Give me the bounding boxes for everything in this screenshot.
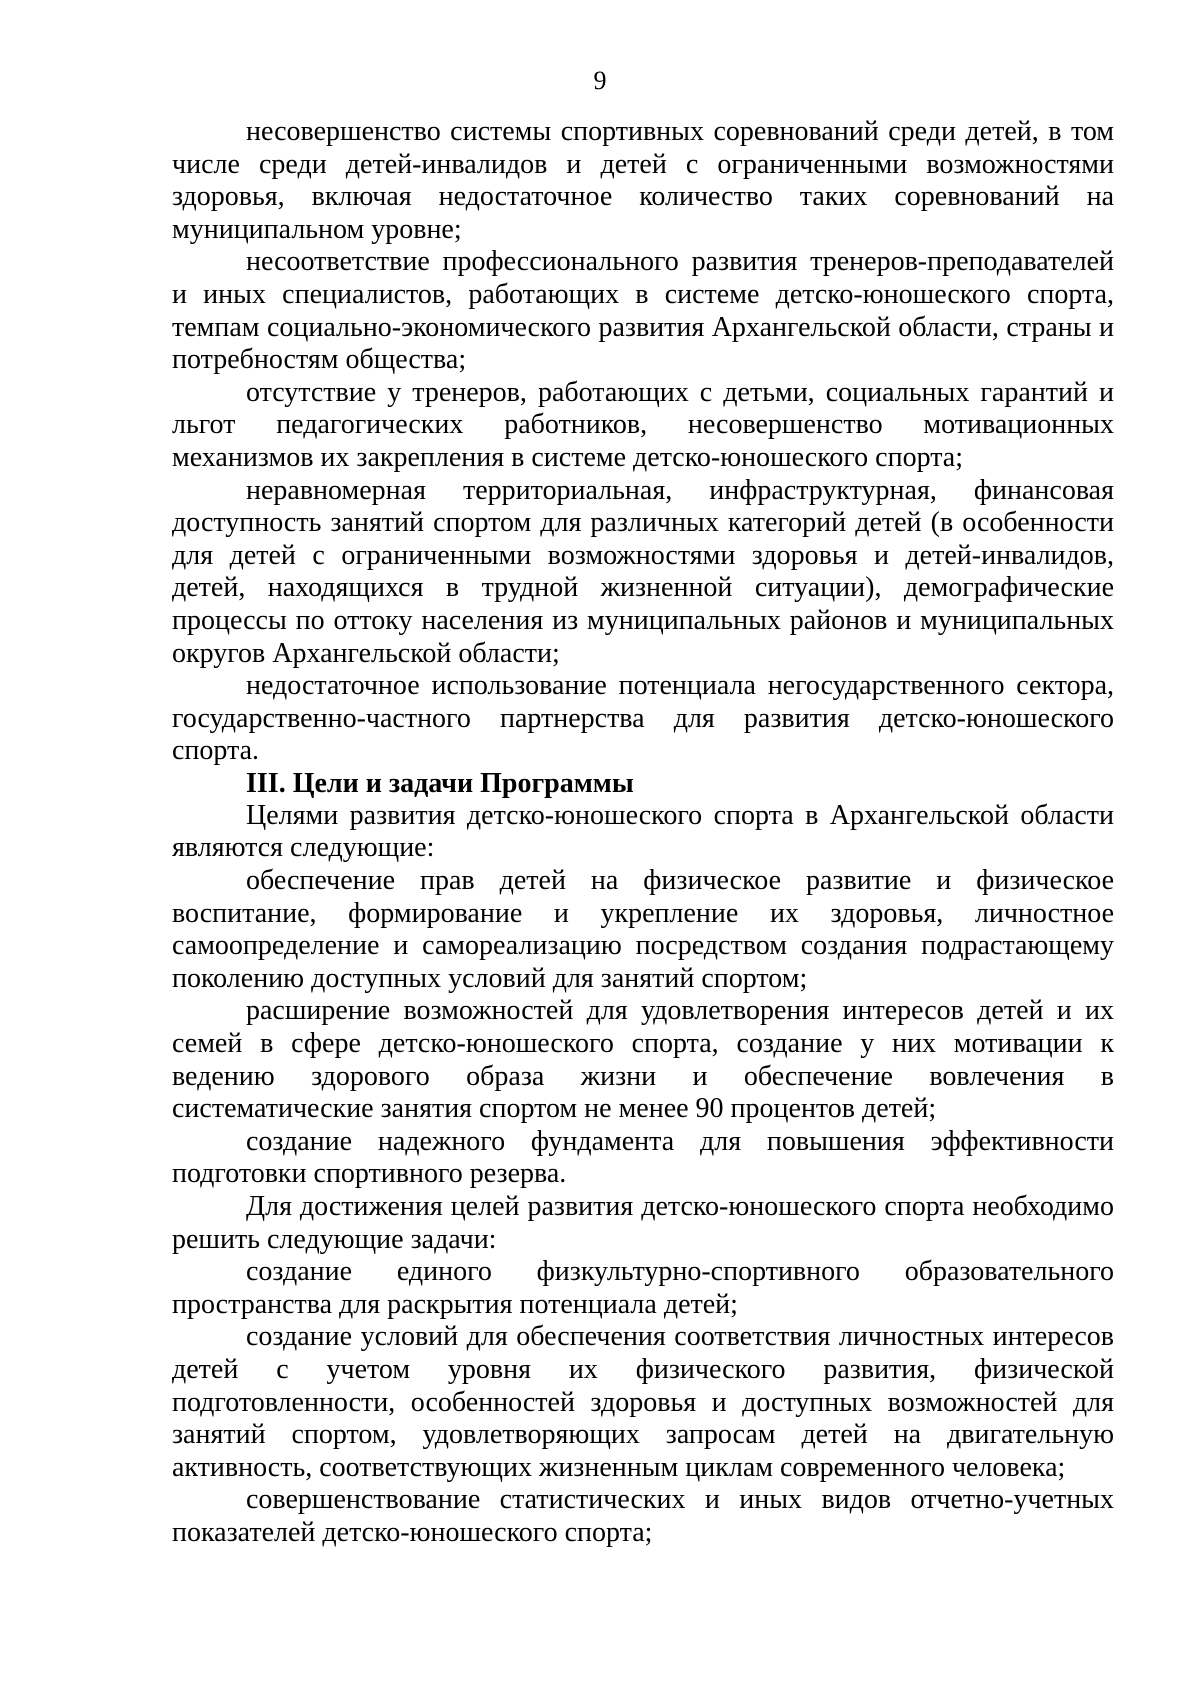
paragraph: создание условий для обеспечения соответствия личностных интересов детей с учетом уровня их физического развития, физической подготовленности, особенностей здоровья и доступных возможностей для занятий спортом, удовлетворяющих запросам детей на двигательную активность, соответствующих жизненным циклам современного человека; [172,1321,1114,1483]
paragraph: неравномерная территориальная, инфраструктурная, финансовая доступность занятий спортом для различных категорий детей (в особенности для детей с ограниченными возможностями здоровья и детей-инвалидов, детей, находящихся в трудной жизненной ситуации), демографические процессы по оттоку населения из муниципальных районов и муниципальных округов Архангельской области; [172,474,1114,669]
paragraph: отсутствие у тренеров, работающих с детьми, социальных гарантий и льгот педагогических работников, несовершенство мотивационных механизмов их закрепления в системе детско-юношеского спорта; [172,376,1114,473]
paragraph: создание надежного фундамента для повышения эффективности подготовки спортивного резерва. [172,1125,1114,1190]
paragraph: совершенствование статистических и иных видов отчетно-учетных показателей детско-юношеского спорта; [172,1484,1114,1548]
paragraph: создание единого физкультурно-спортивного образовательного пространства для раскрытия потенциала детей; [172,1256,1114,1320]
paragraph: несовершенство системы спортивных соревнований среди детей, в том числе среди детей-инвалидов и детей с ограниченными возможностями здоровья, включая недостаточное количество таких соревнований на муниципальном уровне; [172,116,1114,245]
page-number: 9 [593,66,607,95]
paragraph: недостаточное использование потенциала негосударственного сектора, государственно-частного партнерства для развития детско-юношеского спорта. [172,670,1114,767]
paragraph: Целями развития детско-юношеского спорта в Архангельской области являются следующие: [172,799,1114,864]
section-heading: III. Цели и задачи Программы [246,767,634,799]
paragraph: расширение возможностей для удовлетворения интересов детей и их семей в сфере детско-юношеского спорта, создание у них мотивации к ведению здорового образа жизни и обеспечение вовлечения в систематические занятия спортом не менее 90 процентов детей; [172,995,1114,1125]
document-body [172,116,1114,1550]
paragraph: обеспечение прав детей на физическое развитие и физическое воспитание, формирование и укрепление их здоровья, личностное самоопределение и самореализацию посредством создания подрастающему поколению доступных условий для занятий спортом; [172,865,1114,994]
paragraph: несоответствие профессионального развития тренеров-преподавателей и иных специалистов, работающих в системе детско-юношеского спорта, темпам социально-экономического развития Архангельской области, страны и потребностям общества; [172,246,1114,376]
paragraph: Для достижения целей развития детско-юношеского спорта необходимо решить следующие задачи: [172,1191,1114,1255]
